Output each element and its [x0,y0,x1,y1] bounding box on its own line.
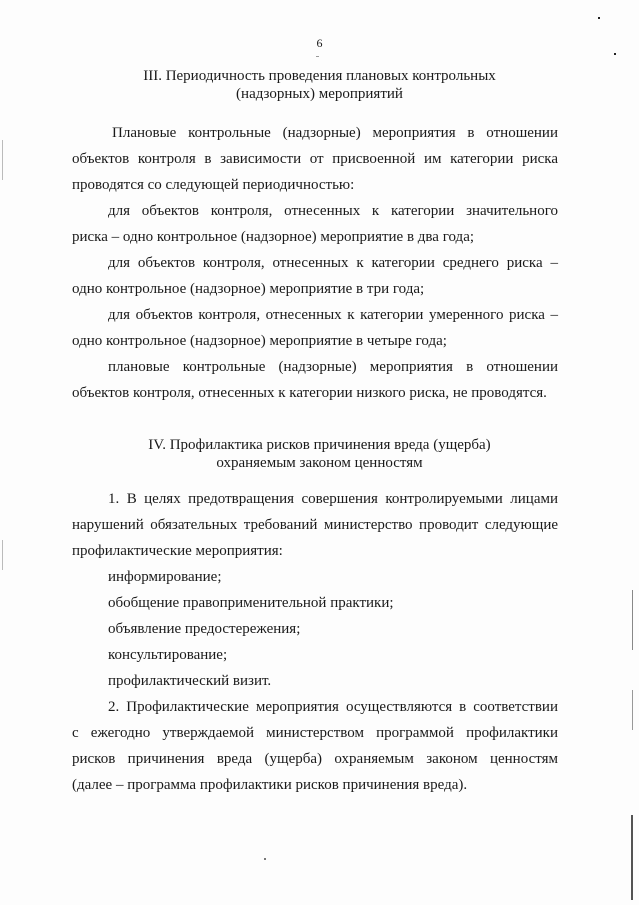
list-item: информирование; [108,569,222,585]
scan-edge-line [632,690,633,730]
list-item: профилактический визит. [108,673,272,689]
paragraph-line: для объектов контроля, отнесенных к категории значительного [108,203,558,219]
paragraph-line: объектов контроля, отнесенных к категории низкого риска, не проводятся. [72,385,547,401]
section-4-heading [0,436,639,472]
page-number: 6 [316,36,323,50]
scan-edge-line [631,815,633,900]
paragraph-line: Плановые контрольные (надзорные) мероприятия в отношении [112,125,558,141]
scan-edge-line [632,590,633,650]
paragraph-line: профилактические мероприятия: [72,543,283,559]
paragraph-line: одно контрольное (надзорное) мероприятие в четыре года; [72,333,447,349]
scan-edge-line [2,540,3,570]
paragraph-line: (далее – программа профилактики рисков причинения вреда). [72,777,468,793]
paragraph-line: плановые контрольные (надзорные) мероприятия в отношении [108,359,558,375]
paragraph-line: проводятся со следующей периодичностью: [72,177,355,193]
scan-edge-line [2,140,3,180]
section-3-heading [0,67,639,103]
list-item: консультирование; [108,647,228,663]
scan-speck [598,17,600,19]
paragraph-line: одно контрольное (надзорное) мероприятие в три года; [72,281,425,297]
scan-speck [316,56,319,57]
paragraph-line: 1. В целях предотвращения совершения контролируемыми лицами [108,491,558,507]
list-item: обобщение правоприменительной практики; [108,595,394,611]
section-3-title-line-1: III. Периодичность проведения плановых контрольных [143,68,496,84]
scan-speck [264,858,266,860]
paragraph-line: для объектов контроля, отнесенных к категории среднего риска – [108,255,558,271]
paragraph-line: для объектов контроля, отнесенных к категории умеренного риска – [108,307,558,323]
paragraph-line: 2. Профилактические мероприятия осуществляются в соответствии [108,699,558,715]
paragraph-line: рисков причинения вреда (ущерба) охраняемым законом ценностям [72,751,558,767]
paragraph-line: нарушений обязательных требований министерство проводит следующие [72,517,558,533]
scan-speck [614,53,616,55]
section-3-title-line-2: (надзорных) мероприятий [236,86,403,102]
section-4-title-line-1: IV. Профилактика рисков причинения вреда (ущерба) [148,437,491,453]
paragraph-line: объектов контроля в зависимости от присвоенной им категории риска [72,151,558,167]
paragraph-line: с ежегодно утверждаемой министерством программой профилактики [72,725,558,741]
list-item: объявление предостережения; [108,621,301,637]
section-4-title-line-2: охраняемым законом ценностям [216,455,423,471]
paragraph-line: риска – одно контрольное (надзорное) мероприятие в два года; [72,229,475,245]
